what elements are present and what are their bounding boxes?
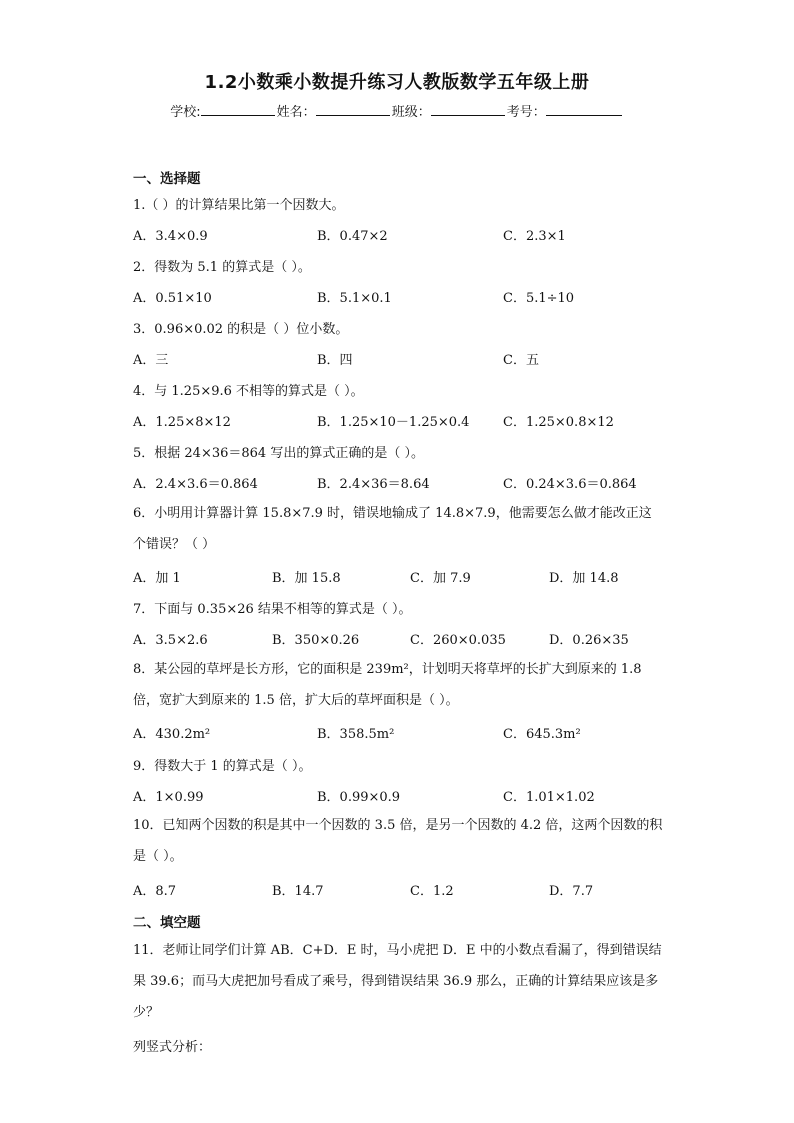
q7-option-a: A．3.5×2.6 bbox=[133, 633, 208, 648]
question-9: 9．得数大于 1 的算式是（ ）。 bbox=[133, 759, 312, 774]
q3-option-c: C．五 bbox=[503, 353, 539, 368]
name-blank bbox=[316, 101, 390, 116]
q7-option-d: D．0.26×35 bbox=[549, 633, 629, 648]
q7-option-c: C．260×0.035 bbox=[410, 633, 506, 648]
q10-option-b: B．14.7 bbox=[272, 884, 324, 899]
q8-option-b: B．358.5m² bbox=[317, 727, 395, 742]
q9-option-a: A．1×0.99 bbox=[133, 790, 204, 805]
q4-option-c: C．1.25×0.8×12 bbox=[503, 415, 614, 430]
question-4: 4．与 1.25×9.6 不相等的算式是（ ）。 bbox=[133, 384, 364, 399]
name-label: 姓名： bbox=[276, 105, 316, 120]
q2-option-a: A．0.51×10 bbox=[133, 291, 212, 306]
q10-option-c: C．1.2 bbox=[410, 884, 454, 899]
q3-option-a: A．三 bbox=[133, 353, 169, 368]
q4-option-a: A．1.25×8×12 bbox=[133, 415, 231, 430]
section-heading-fill: 二、填空题 bbox=[133, 915, 201, 931]
q1-option-c: C．2.3×1 bbox=[503, 229, 566, 244]
question-10: 10．已知两个因数的积是其中一个因数的 3.5 倍，是另一个因数的 4.2 倍，这两个因数的积是（ ）。 bbox=[133, 818, 663, 864]
question-3: 3．0.96×0.02 的积是（ ）位小数。 bbox=[133, 322, 349, 337]
q8-option-a: A．430.2m² bbox=[133, 727, 211, 742]
class-blank bbox=[431, 101, 505, 116]
q2-option-b: B．5.1×0.1 bbox=[317, 291, 392, 306]
school-blank bbox=[201, 101, 275, 116]
q9-option-b: B．0.99×0.9 bbox=[317, 790, 401, 805]
q5-option-a: A．2.4×3.6＝0.864 bbox=[133, 477, 258, 492]
q5-option-b: B．2.4×36＝8.64 bbox=[317, 477, 430, 492]
q3-option-b: B．四 bbox=[317, 353, 353, 368]
q9-option-c: C．1.01×1.02 bbox=[503, 790, 595, 805]
q7-option-b: B．350×0.26 bbox=[272, 633, 360, 648]
q1-option-b: B．0.47×2 bbox=[317, 229, 388, 244]
question-11: 11．老师让同学们计算 AB．C+D．E 时，马小虎把 D．E 中的小数点看漏了，得到错误结果 39.6；而马大虎把加号看成了乘号，得到错误结果 36.9 那么，正确的计算结果应该是多少？ bbox=[133, 943, 662, 1020]
question-1: 1.（ ）的计算结果比第一个因数大。 bbox=[133, 198, 345, 213]
question-2: 2．得数为 5.1 的算式是（ ）。 bbox=[133, 260, 311, 275]
q10-option-d: D．7.7 bbox=[549, 884, 594, 899]
q6-option-c: C．加 7.9 bbox=[410, 571, 471, 586]
q1-option-a: A．3.4×0.9 bbox=[133, 229, 208, 244]
page-title: 1.2小数乘小数提升练习人教版数学五年级上册 bbox=[204, 72, 590, 93]
q8-option-c: C．645.3m² bbox=[503, 727, 581, 742]
q5-option-c: C．0.24×3.6＝0.864 bbox=[503, 477, 637, 492]
exam-number-label: 考号： bbox=[506, 105, 546, 120]
exam-number-blank bbox=[546, 101, 622, 116]
question-8: 8．某公园的草坪是长方形，它的面积是 239m²，计划明天将草坪的长扩大到原来的 1.8 倍，宽扩大到原来的 1.5 倍，扩大后的草坪面积是（ ）。 bbox=[133, 662, 642, 708]
student-info-line bbox=[0, 101, 794, 120]
question-6: 6．小明用计算器计算 15.8×7.9 时，错误地输成了 14.8×7.9，他需要怎么做才能改正这个错误？（ ） bbox=[133, 506, 652, 552]
question-5: 5．根据 24×36＝864 写出的算式正确的是（ ）。 bbox=[133, 446, 424, 461]
q6-option-d: D．加 14.8 bbox=[549, 571, 619, 586]
q6-option-b: B．加 15.8 bbox=[272, 571, 341, 586]
question-7: 7．下面与 0.35×26 结果不相等的算式是（ ）。 bbox=[133, 602, 412, 617]
class-label: 班级： bbox=[391, 105, 431, 120]
q2-option-c: C．5.1÷10 bbox=[503, 291, 575, 306]
q4-option-b: B．1.25×10－1.25×0.4 bbox=[317, 415, 470, 430]
q10-option-a: A．8.7 bbox=[133, 884, 177, 899]
answer-prompt: 列竖式分析： bbox=[133, 1040, 212, 1055]
section-heading-choice: 一、选择题 bbox=[133, 171, 201, 187]
q6-option-a: A．加 1 bbox=[133, 571, 181, 586]
school-label: 学校: bbox=[170, 105, 201, 120]
